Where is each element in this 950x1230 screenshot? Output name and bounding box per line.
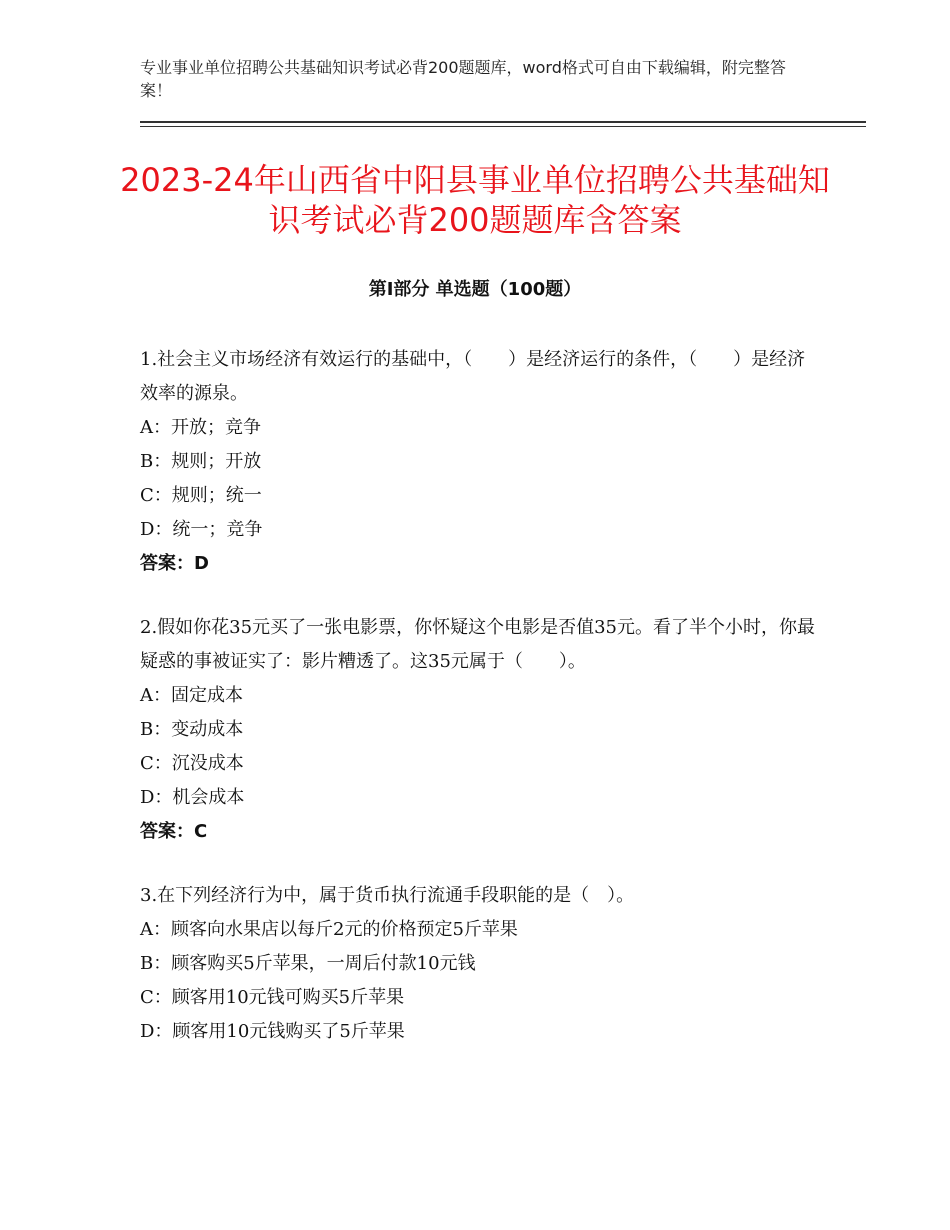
header-note: 专业事业单位招聘公共基础知识考试必背200题题库，word格式可自由下载编辑，附完整答案！ <box>140 58 786 100</box>
document-title: 2023-24年山西省中阳县事业单位招聘公共基础知识考试必背200题题库含答案 <box>120 161 830 239</box>
section-title: 第Ⅰ部分 单选题（100题） <box>368 279 582 300</box>
option-b: B：变动成本 <box>140 719 244 740</box>
option-b: B：顾客购买5斤苹果，一周后付款10元钱 <box>140 953 476 974</box>
question-2 <box>140 611 820 849</box>
option-c: C：规则；统一 <box>140 485 262 506</box>
option-a: A：开放；竞争 <box>140 417 261 438</box>
option-d: D：顾客用10元钱购买了5斤苹果 <box>140 1021 405 1042</box>
option-c: C：沉没成本 <box>140 753 244 774</box>
option-d: D：机会成本 <box>140 787 245 808</box>
question-stem: 1.社会主义市场经济有效运行的基础中，（ ）是经济运行的条件，（ ）是经济效率的源泉。 <box>140 349 806 404</box>
option-a: A：固定成本 <box>140 685 243 706</box>
answer: 答案：D <box>140 553 209 574</box>
question-1 <box>140 343 820 581</box>
question-stem: 3.在下列经济行为中，属于货币执行流通手段职能的是（ ）。 <box>140 885 635 906</box>
question-stem: 2.假如你花35元买了一张电影票，你怀疑这个电影是否值35元。看了半个小时，你最疑惑的事被证实了：影片糟透了。这35元属于（ ）。 <box>140 617 815 672</box>
option-a: A：顾客向水果店以每斤2元的价格预定5斤苹果 <box>140 919 518 940</box>
header-rule-thick <box>140 121 866 123</box>
question-3 <box>140 879 820 1049</box>
option-b: B：规则；开放 <box>140 451 262 472</box>
question-list <box>140 343 820 1079</box>
header-rule-thin <box>140 126 866 127</box>
option-c: C：顾客用10元钱可购买5斤苹果 <box>140 987 405 1008</box>
answer: 答案：C <box>140 821 208 842</box>
option-d: D：统一；竞争 <box>140 519 263 540</box>
